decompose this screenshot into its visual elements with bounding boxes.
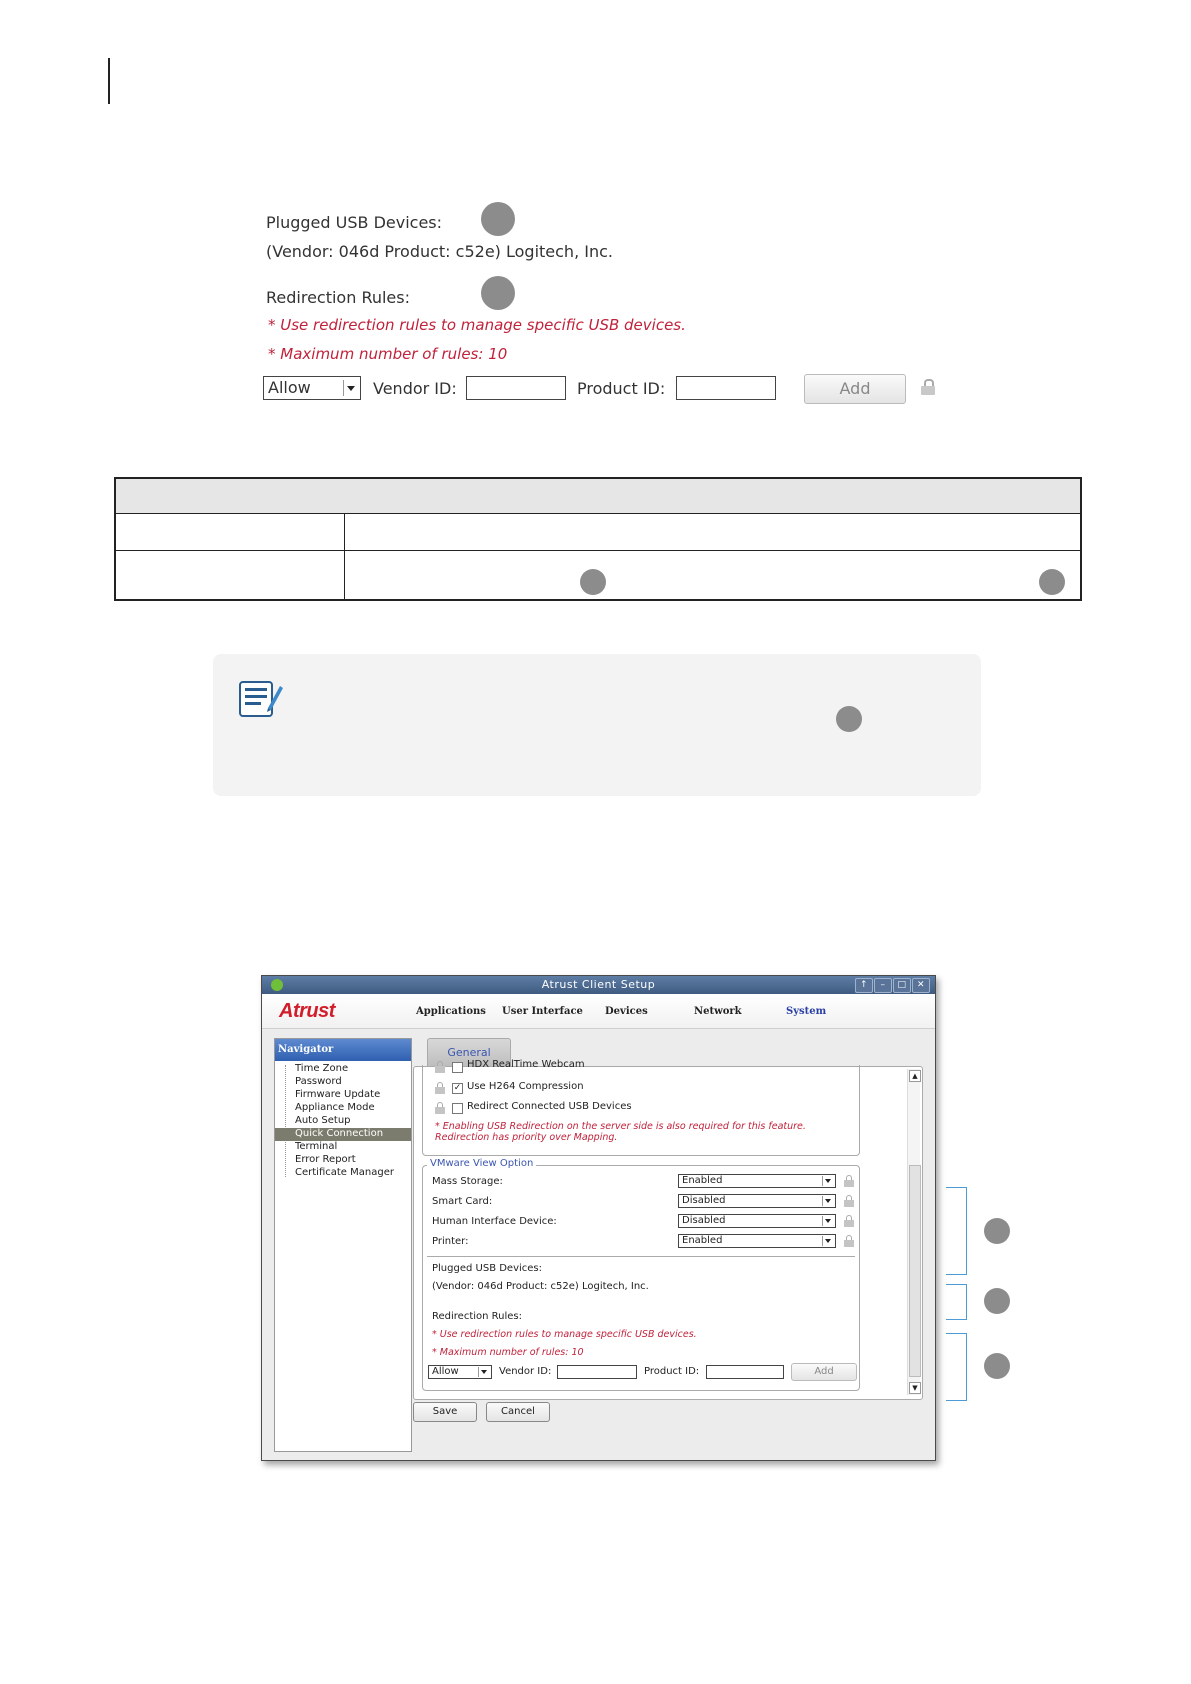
smart-card-select[interactable] xyxy=(678,1194,836,1208)
tree-line xyxy=(285,1065,286,1177)
nav-item-firmware-update[interactable]: Firmware Update xyxy=(295,1089,381,1100)
smart-card-label: Smart Card: xyxy=(432,1196,493,1207)
vendor-id-label: Vendor ID: xyxy=(373,379,457,398)
rules-note-max: * Maximum number of rules: 10 xyxy=(268,345,508,363)
callout-marker xyxy=(984,1218,1010,1244)
margin-rule xyxy=(108,58,110,104)
hid-label: Human Interface Device: xyxy=(432,1216,557,1227)
lock-icon xyxy=(435,1102,445,1114)
minimize-button[interactable]: – xyxy=(874,978,892,993)
callout-marker xyxy=(1039,569,1065,595)
usb-warning-line1: * Enabling USB Redirection on the server side is also required for this feature. xyxy=(435,1121,806,1132)
product-id-label: Product ID: xyxy=(577,379,666,398)
callout-marker xyxy=(836,706,862,732)
lock-icon xyxy=(435,1082,445,1094)
settings-content xyxy=(413,1038,923,1436)
callout-marker xyxy=(481,276,515,310)
add-rule-button[interactable]: Add xyxy=(791,1363,857,1381)
menu-user-interface[interactable]: User Interface xyxy=(502,1006,583,1017)
hdx-webcam-checkbox[interactable] xyxy=(452,1062,463,1073)
plugged-devices-label: Plugged USB Devices: xyxy=(432,1263,543,1274)
window-title: Atrust Client Setup xyxy=(541,978,656,991)
lock-icon xyxy=(921,379,935,395)
tab-panel xyxy=(413,1059,923,1400)
save-button[interactable]: Save xyxy=(413,1402,477,1422)
hid-value: Disabled xyxy=(682,1215,726,1226)
menu-bar xyxy=(262,994,935,1029)
table-divider xyxy=(344,514,345,599)
chevron-down-icon xyxy=(343,380,358,396)
hid-select[interactable] xyxy=(678,1214,836,1228)
vendor-id-label: Vendor ID: xyxy=(499,1366,552,1377)
table-header xyxy=(116,479,1080,514)
close-button[interactable]: ✕ xyxy=(912,978,930,993)
lock-icon xyxy=(844,1215,854,1227)
window-up-button[interactable]: ↑ xyxy=(855,978,873,993)
redirection-rules-label: Redirection Rules: xyxy=(432,1311,522,1322)
product-id-input[interactable] xyxy=(706,1365,784,1379)
product-id-label: Product ID: xyxy=(644,1366,700,1377)
atrust-logo: Atrust xyxy=(279,1000,335,1022)
chevron-down-icon xyxy=(822,1236,833,1246)
callout-bracket xyxy=(946,1284,967,1320)
callout-marker xyxy=(984,1288,1010,1314)
vendor-id-input[interactable] xyxy=(557,1365,637,1379)
rules-note-max: * Maximum number of rules: 10 xyxy=(432,1347,584,1358)
rules-note-manage: * Use redirection rules to manage specific USB devices. xyxy=(268,316,686,334)
usb-warning-line2: Redirection has priority over Mapping. xyxy=(435,1132,618,1143)
printer-select[interactable] xyxy=(678,1234,836,1248)
rule-type-value: Allow xyxy=(268,378,311,397)
plugged-device-entry: (Vendor: 046d Product: c52e) Logitech, Inc. xyxy=(432,1281,649,1292)
printer-label: Printer: xyxy=(432,1236,469,1247)
app-icon xyxy=(271,979,283,991)
chevron-down-icon xyxy=(822,1176,833,1186)
callout-bracket xyxy=(946,1333,967,1401)
navigator-title: Navigator xyxy=(275,1039,411,1061)
table-row xyxy=(116,514,1080,551)
callout-marker xyxy=(481,202,515,236)
printer-value: Enabled xyxy=(682,1235,723,1246)
nav-item-quick-connection[interactable]: Quick Connection xyxy=(295,1128,384,1139)
scrollbar[interactable] xyxy=(907,1069,920,1395)
add-rule-button[interactable]: Add xyxy=(804,374,906,404)
nav-item-appliance-mode[interactable]: Appliance Mode xyxy=(295,1102,375,1113)
vendor-id-input[interactable] xyxy=(466,376,566,400)
lock-icon xyxy=(844,1195,854,1207)
maximize-button[interactable]: □ xyxy=(893,978,911,993)
redirect-usb-label: Redirect Connected USB Devices xyxy=(467,1101,632,1112)
title-bar xyxy=(262,976,935,994)
h264-label: Use H264 Compression xyxy=(467,1081,584,1092)
cancel-button[interactable]: Cancel xyxy=(486,1402,550,1422)
citrix-option-group xyxy=(422,1059,860,1156)
nav-item-error-report[interactable]: Error Report xyxy=(295,1154,356,1165)
atrust-client-setup-window xyxy=(261,975,936,1461)
lock-icon xyxy=(435,1061,445,1073)
callout-marker xyxy=(984,1353,1010,1379)
note-box xyxy=(213,654,981,796)
lock-icon xyxy=(844,1235,854,1247)
plugged-device-entry: (Vendor: 046d Product: c52e) Logitech, Inc. xyxy=(266,242,613,261)
nav-item-certificate-manager[interactable]: Certificate Manager xyxy=(295,1167,394,1178)
h264-checkbox[interactable]: ✓ xyxy=(453,1083,462,1093)
scroll-up-arrow[interactable]: ▲ xyxy=(909,1070,921,1082)
redirection-rules-label: Redirection Rules: xyxy=(266,288,410,307)
rule-type-select[interactable] xyxy=(263,376,361,400)
menu-network[interactable]: Network xyxy=(694,1006,742,1017)
redirect-usb-checkbox[interactable] xyxy=(452,1103,463,1114)
smart-card-value: Disabled xyxy=(682,1195,726,1206)
group-divider xyxy=(427,1256,855,1257)
nav-item-auto-setup[interactable]: Auto Setup xyxy=(295,1115,351,1126)
nav-item-password[interactable]: Password xyxy=(295,1076,342,1087)
rule-type-value: Allow xyxy=(432,1366,459,1377)
mass-storage-value: Enabled xyxy=(682,1175,723,1186)
navigator-panel xyxy=(274,1038,412,1452)
mass-storage-select[interactable] xyxy=(678,1174,836,1188)
plugged-devices-label: Plugged USB Devices: xyxy=(266,213,443,232)
chevron-down-icon xyxy=(822,1196,833,1206)
scroll-thumb[interactable] xyxy=(909,1165,921,1377)
vmware-group-title: VMware View Option xyxy=(427,1158,536,1169)
hdx-webcam-label: HDX RealTime Webcam xyxy=(467,1059,585,1070)
callout-marker xyxy=(580,569,606,595)
lock-icon xyxy=(844,1175,854,1187)
description-table xyxy=(114,477,1082,601)
rule-type-select[interactable] xyxy=(428,1365,492,1379)
menu-system[interactable]: System xyxy=(786,1006,827,1017)
callout-bracket xyxy=(946,1187,967,1275)
scroll-down-arrow[interactable]: ▼ xyxy=(909,1382,921,1394)
menu-applications[interactable]: Applications xyxy=(416,1006,486,1017)
note-icon xyxy=(238,678,284,718)
chevron-down-icon xyxy=(822,1216,833,1226)
rules-note-manage: * Use redirection rules to manage specific USB devices. xyxy=(432,1329,697,1340)
tab-general-label: General xyxy=(447,1046,491,1059)
vmware-option-group xyxy=(422,1158,860,1391)
nav-item-terminal[interactable]: Terminal xyxy=(295,1141,338,1152)
nav-item-time-zone[interactable]: Time Zone xyxy=(295,1063,349,1074)
menu-devices[interactable]: Devices xyxy=(605,1006,648,1017)
mass-storage-label: Mass Storage: xyxy=(432,1176,503,1187)
product-id-input[interactable] xyxy=(676,376,776,400)
chevron-down-icon xyxy=(478,1367,489,1377)
